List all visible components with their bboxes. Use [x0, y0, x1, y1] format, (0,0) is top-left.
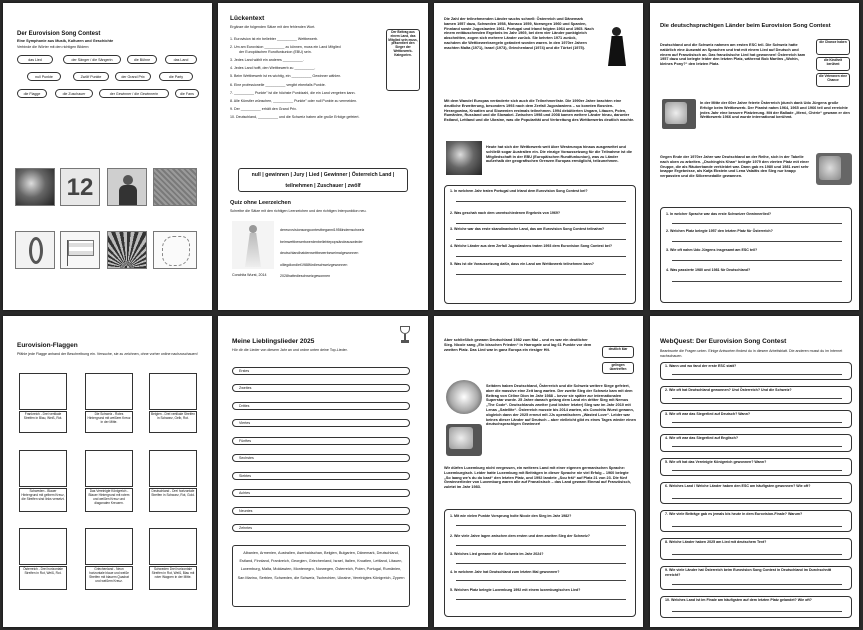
answer-line[interactable]: [672, 223, 842, 224]
question: 2. Welchen Platz belegte 1957 den letzten Platz für Österreich?: [666, 229, 773, 233]
sentence: 9. Der __________ erhält den Grand Prix.: [230, 107, 297, 112]
twelve-points-image: 12: [60, 168, 100, 206]
question: 1. Mit wie vielen Punkte Vorsprung holte Nicole den Sieg im Jahr 1982?: [450, 514, 572, 518]
photo-caption: Conchita Wurst, 2014: [232, 273, 267, 277]
flag-drawing-box[interactable]: [19, 373, 67, 410]
party-image: [107, 231, 147, 269]
question: 8. Welche Länder haben 2025 am Lied mit deutschem Text?: [665, 540, 767, 544]
worksheet-page-3[interactable]: [434, 3, 643, 310]
answer-line[interactable]: [456, 256, 626, 257]
question: 4. Was passierte 1980 und 1981 für Deutschland?: [666, 268, 751, 272]
scrambled-sentences: [280, 225, 420, 283]
flag-drawing-box[interactable]: [19, 450, 67, 487]
page-title: Der Eurovision Song Contest: [17, 31, 101, 37]
section-title: Quiz ohne Leerzeichen: [230, 200, 291, 206]
scrambled-line: dereurovisionsongcontestbeganni1956indemschweiz: [280, 228, 365, 232]
question: 2. Wie viele Jahre lagen zwischen dem ersten und dem zweiten Sieg der Schweiz?: [450, 534, 590, 538]
word-pill[interactable]: null Punkte: [27, 72, 61, 81]
answer-line[interactable]: [456, 545, 626, 546]
page-title: Lückentext: [230, 15, 265, 22]
scrambled-line: deutschlandhatdenwettbewerbzweimalgewonnen: [280, 251, 359, 255]
flag-caption: Griechenland - Neun horizontale blaue und weiße Streifen mit blauem Quadrat und weißem Kreuz.: [85, 566, 133, 590]
sentence: 2. Um am Eurovision __________ zu können, muss ein Land Mitglied: [230, 45, 341, 50]
page-subtitle: Eine Symphonie aus Musik, Kulturen und Geschichte: [17, 39, 114, 43]
word-pill[interactable]: der Grand Prix: [115, 72, 151, 81]
word-pill[interactable]: die Party: [159, 72, 193, 81]
country-list: Albanien, Armenien, Australien, Aserbaidschan, Belgien, Bulgarien, Dänemark, Deutschland, Estland, Finnland, Frankreich, Georgien, Griechenland, Israel, Italien, Kroatien, Lettland, Litauen, Luxemburg, Malta, Moldawien, Montenegro, Norwegen, Österreich, Polen, Portugal, Rumänien, San Marino, Serbien, Schweden, die Schweiz, Tschechien, Ukraine, Vereinigtes Königreich, Zypern: [232, 545, 410, 607]
flag-caption: Das Vereinigte Königreich - Blauer Hintergrund mit rotem und weißen Kreuz und diagonalen Kreuzen.: [85, 488, 133, 512]
flag-drawing-box[interactable]: [149, 528, 197, 565]
page-title: Die deutschsprachigen Länder beim Eurovision Song Contest: [660, 23, 831, 29]
answer-line[interactable]: [672, 554, 842, 555]
conchita-photo: [232, 221, 274, 269]
ranking-row[interactable]: Erstes: [232, 367, 410, 375]
worksheet-page-1[interactable]: [3, 3, 212, 310]
paragraph: In der Mitte der 60er Jahre feierte Österreich (durch dank Udo Jürgens große Erfolge beim Wettbewerb. Der Pianist nahm 1964, 1965 und 1966 teil und erreichte jedes Jahr eine bessere Platzierung. Mit der Ballade „Merci, Chérie“ gewann er den Wettbewerb 1966 und wurde international berühmt.: [700, 101, 850, 120]
sentence: 8. Alle Künstler wünschen, __________ Punkte" oder null Punkte zu vermeiden.: [230, 98, 358, 103]
paragraph: Aber schließlich gewann Deutschland 1982 zum Mal – und es war ein deutlicher Sieg. Nicole sang „Ein bisschen Frieden“ in Harrogate und lag 61 Punkte vor dem zweiten Platz. Das Lied war in ganz Europa ein riesiger Hit.: [444, 338, 592, 352]
scrambled-line: beimwettbewerbwerdenbeliebtepopsändeauswleder: [280, 239, 363, 244]
side-note: deutlich klar: [602, 346, 634, 358]
answer-line[interactable]: [672, 374, 842, 375]
answer-line[interactable]: [456, 599, 626, 600]
page-title: Eurovision-Flaggen: [17, 342, 78, 349]
word-pill[interactable]: die Fans: [175, 89, 199, 98]
question: 1. Wann und wo fand der erste ESC statt?: [665, 364, 737, 368]
question: 6. Welches Land / Welche Länder haben den ESC am häufigsten gewonnen? Wie oft?: [665, 484, 811, 488]
answer-line[interactable]: [456, 580, 626, 581]
word-bank: null | gewinnen | Jury | Lied | Gewinner | Österreich Land | teilnehmen | Zuschauer | zwölf: [238, 168, 408, 192]
instruction: Pfähle jede Flagge anhand der Beschreibung ein. Versuche, sie zu zeichnen, ohne vorher online nachzuschauen!: [17, 352, 198, 356]
answer-line[interactable]: [672, 526, 842, 527]
flag-drawing-box[interactable]: [149, 373, 197, 410]
question: 9. Wie viele Länder hat Österreich beim Eurovision Song Contest in Deutschland im Durchschnitt erreicht?: [665, 568, 832, 577]
ornament-image: [446, 380, 482, 414]
paragraph: Wir dürfen Luxemburg nicht vergessen, ein weiteres Land mit einer eigenen germanischen Sprache: Luxemburgisch. Leider hatte Luxemburg mit Beiträgen in dieser Sprache nie viel Erfolg – 1960 belegte „So laang we's du do bast“ den letzten Platz, und 1992 landete „Sou fräi“ auf Platz 21 von 23. Die fünf Gewinnerlieder von Luxemburg waren alle auf Französisch – das Land gewann Einmal auf Französisch, zuletzt im Jahr 1983.: [444, 466, 631, 490]
dancer-image: [598, 23, 636, 75]
answer-line[interactable]: [456, 563, 626, 564]
word-pill[interactable]: Zwölf Punkte: [73, 72, 109, 81]
flag-caption: Die Schweiz - Rotes Hintergrund mit weißem Kreuz in der Mitte.: [85, 411, 133, 433]
answer-line[interactable]: [456, 525, 626, 526]
map-image: [153, 231, 197, 269]
paragraph: Die Zahl der teilnehmenden Länder wuchs schnell: Österreich und Dänemark kamen 1957 dazu, Schweden 1958, Monaco 1959, Norwegen 1960 und Spanien, Finnland sowie Jugoslawien 1961. Portugal und Irland folgten 1964 und 1965. Nach einem enttäuschenden Ergebnis im Jahr 1969, bei dem vier Länder punktgleich abschnitten, zogen sich mehrere Länder zurück. Sie kehrten 1971 zurück, nachdem die Wettbewerbsregeln geändert worden waren. In den 1970er Jahren machten Malta (1971), Israel (1973), Griechenland (1974) und die Türkei (1975).: [444, 17, 594, 50]
sentence: 7. __________ Punkte" ist die höchste Punktzahl, die ein Land vergeben kann.: [230, 90, 356, 95]
question: 5. Welchen Platz belegte Luxemburg 1992 mit einem luxemburgischen Lied?: [450, 588, 581, 592]
ranking-row[interactable]: Siebtes: [232, 472, 410, 480]
stage-image: [15, 168, 55, 206]
worksheet-page-6[interactable]: [218, 316, 428, 627]
side-note: Der Beitrag aus einem Land, das Mitglied sein muss, präsentiert den Sieger der Wettbewerb-Kategorien.: [386, 29, 420, 91]
instruction: Ergänze die folgenden Sätze mit den fehlenden Wort.: [230, 25, 316, 29]
ranking-row[interactable]: Achtes: [232, 489, 410, 497]
sentence: 6. Eine professionelle __________ vergibt ebenfalls Punkte.: [230, 82, 326, 87]
flag-drawing-box[interactable]: [85, 373, 133, 410]
answer-line[interactable]: [672, 446, 842, 447]
instruction: Hör dir die Lieder von diesem Jahr an und ordne unten deine Top-Lieder.: [232, 348, 348, 352]
worksheet-page-2[interactable]: [218, 3, 428, 310]
question: 3. Welches Lied gewann für die Schweiz im Jahr 2024?: [450, 552, 544, 556]
flag-drawing-box[interactable]: [85, 528, 133, 565]
flag-drawing-box[interactable]: [149, 450, 197, 487]
answer-line[interactable]: [672, 498, 842, 499]
question: 10. Welches Land ist im Finale am häufigsten auf dem letzten Platz gelandet? Wie oft?: [665, 598, 812, 602]
answer-line[interactable]: [672, 584, 842, 585]
ranking-row[interactable]: Fünftes: [232, 437, 410, 445]
gap-sentences: [230, 37, 380, 120]
word-pill[interactable]: der Sänger / die Sängerin: [63, 55, 121, 64]
answer-line[interactable]: [672, 470, 842, 471]
question: 4. Welche Länder aus dem Zerfall Jugoslawiens traten 1993 dem Eurovision Song Contest bei?: [450, 244, 613, 248]
ranking-row[interactable]: Neuntes: [232, 507, 410, 515]
word-pill[interactable]: das Lied: [17, 55, 53, 64]
tv-set-image: [662, 99, 696, 129]
question: 4. Wie oft war das Siegerlied auf Englisch?: [665, 436, 739, 440]
questions-box: [660, 207, 852, 303]
answer-line[interactable]: [672, 398, 842, 399]
question: 1. In welcher Sprache war das erste Schweizer Gewinnerlied?: [666, 212, 772, 216]
question: 3. Welche war das erste skandinavische Land, das am Eurovision Song Contest teilnahm?: [450, 227, 605, 231]
tv-set-image: [446, 424, 482, 456]
side-note: die Kindheit berühmt: [816, 57, 850, 71]
answer-line[interactable]: [456, 274, 626, 275]
trophy-icon: [398, 326, 412, 346]
scrambled-line: olliegdiondiet1988fürdieschweizgewonnen: [280, 262, 348, 267]
tv-set-image: [816, 153, 852, 185]
section-instruction: Schreibe die Sätze mit den richtigen Leerzeichen und den richtigen Interpunktion neu.: [230, 209, 367, 213]
page-title: Meine Lieblingslieder 2025: [232, 338, 315, 345]
flag-caption: Österreich - Drei horizontale Streifen in Rot, Weiß, Rot.: [19, 566, 67, 590]
question: 7. Wie viele Beiträge gab es jemals bis heute in dem Eurovision-Finale? Warum?: [665, 512, 803, 516]
side-note: die Chance haben: [816, 39, 850, 55]
answer-line[interactable]: [456, 239, 626, 240]
answer-line[interactable]: [672, 611, 842, 612]
question: 3. Wie oft nahm Udo Jürgens insgesamt am ESC teil?: [666, 248, 758, 252]
word-pill[interactable]: die Flagge: [17, 89, 47, 98]
question: 5. Wie oft hat das Vereinigte Königreich gewonnen? Wann?: [665, 460, 767, 464]
paragraph: Mit dem Wandel Europas veränderte sich auch die Teilnehmerliste. Die 1990er Jahre brachten eine deutliche Erweiterung, besonders 1993 nach dem Zerfall Jugoslawiens – so konnten Bosnien-Herzegowina, Kroatien und Slowenien erstmals teilnehmen. 1994 debütierten Ungarn, Litauen, Polen, Rumänien, Russland und die Slowakei. Zwischen 1998 und 2008 kamen weitere Länder hinzu, darunter Estland, Lettland und die Ukraine, was die Popularität und Verbreitung des Wettbewerbs deutlich machte.: [444, 99, 635, 123]
flag-drawing-box[interactable]: [19, 528, 67, 565]
sentence: 5. Beim Wettbewerb ist es wichtig, ein __________ Gewinner wählen.: [230, 74, 342, 79]
worksheet-page-7[interactable]: [434, 316, 643, 627]
flag-caption: Frankreich - Drei vertikale Streifen in Blau, Weiß, Rot.: [19, 411, 67, 433]
question: 5. Was ist die Voraussetzung dafür, dass ein Land am Wettbewerb teilnehmen kann?: [450, 262, 594, 266]
instruction: Verbinde die Wörter mit den richtigen Bildern:: [17, 45, 90, 49]
ranking-row[interactable]: Zehntes: [232, 524, 410, 532]
flag-caption: Schweden Drei horizontale Streifen in Rot, Weiß, Blau mit roter Wappen in der Mitte.: [149, 566, 197, 590]
paragraph: Deutschland und die Schweiz nahmen am ersten ESC teil. Die Schweiz hatte natürlich eine Auswahl an Sprachen und trat mit einem Lied auf Deutsch und einem auf Französisch an. Das französische Lied hat gewonnen! Österreich kam 1957 dazu und belegte leider den letzten Platz, während Bob Martins „Wohin, kleines Pony?“ den letzten Platz.: [660, 43, 806, 67]
answer-line[interactable]: [672, 281, 842, 282]
side-note: die Veteranen eine Chance: [816, 73, 850, 87]
flag-caption: Deutschland - Drei horizontale Streifen in Schwarz, Rot, Gold.: [149, 488, 197, 512]
flag-caption: Schweden - Blauer Hintergrund mit gelbem Kreuz, die Streifen sind links versetzt.: [19, 488, 67, 512]
sentence: der Europäischen Rundfunkunion (EBU) sein.: [239, 49, 312, 54]
flag-drawing-box[interactable]: [85, 450, 133, 487]
paragraph: Gegen Ende der 1970er Jahre war Deutschland an der Reihe, sich in der Tabelle nach oben zu arbeiten. „Dschinghis Khan“ belegte 1979 den vierten Platz mit einer Gruppe, die als Räuberbande verkleidet war. Dann gab es 1980 und 1981 zwei sehr knappe Ergebnisse, als Katja Ebstein und Lena Valaitis den Sieg nur knapp verpassten und die Silbermedaille gewannen.: [660, 155, 809, 179]
side-note: gelingen übertreffen: [602, 362, 634, 374]
sentence: 4. Jedes Land hofft, den Wettbewerb zu __________.: [230, 66, 316, 71]
question: 3. Wie oft war das Siegerlied auf Deutsch? Wann?: [665, 412, 751, 416]
word-pill[interactable]: die Zuschauer: [55, 89, 93, 98]
worksheet-page-5[interactable]: [3, 316, 212, 627]
worksheet-page-8[interactable]: [650, 316, 859, 627]
question: 1. In welchem Jahr traten Portugal und Irland dem Eurovision Song Contest bei?: [450, 189, 588, 193]
answer-line[interactable]: [672, 241, 842, 242]
question: 2. Wie oft hat Deutschland gewonnen? Und Österreich? Und die Schweiz?: [665, 388, 792, 392]
sentence: 3. Jedes Land wählt ein anderes __________.: [230, 57, 304, 62]
crowd-image: [153, 168, 197, 206]
tv-camera-image: [446, 141, 482, 175]
answer-line[interactable]: [672, 422, 842, 423]
word-pill[interactable]: die Bühne: [127, 55, 157, 64]
worksheet-page-4[interactable]: [650, 3, 859, 310]
word-pill[interactable]: der Gewinner / die Gewinnerin: [99, 89, 169, 98]
answer-line[interactable]: [456, 201, 626, 202]
answer-line[interactable]: [456, 223, 626, 224]
zero-image: [15, 231, 55, 269]
word-pill[interactable]: das Land: [165, 55, 197, 64]
singer-image: [107, 168, 147, 206]
page-title: WebQuest: Der Eurovision Song Contest: [660, 338, 787, 345]
ranking-row[interactable]: Zweites: [232, 384, 410, 392]
instruction: Beantworte die Fragen unten. Einige Antworten findest du in diesem Arbeitsblatt. Die anderen musst du im Internet nachschauen.: [660, 349, 843, 358]
answer-line[interactable]: [672, 260, 842, 261]
sentence: 10. Deutschland, __________ und die Schweiz haben alle große Erfolge gefeiert.: [230, 115, 360, 120]
ranking-row[interactable]: Drittes: [232, 402, 410, 410]
sentence: 1. Eurovision ist ein beliebter __________ Wettbewerb.: [230, 37, 319, 41]
ranking-row[interactable]: Sechstes: [232, 454, 410, 462]
paragraph: Heute hat sich der Wettbewerb weit über Westeuropa hinaus ausgeweitet und schließt sogar Australien ein. Die einzige Voraussetzung für die Teilnahme ist die Mitgliedschaft in der EBU (Europäischen Rundfunkunion), was zu Länder außerhalb der geografischen Grenzen Europas ermöglicht, teilzunehmen.: [486, 145, 632, 164]
flag-image: [60, 231, 100, 269]
flag-caption: Belgien - Drei vertikale Streifen in Schwarz, Gelb, Rot.: [149, 411, 197, 433]
ranking-row[interactable]: Viertes: [232, 419, 410, 427]
paragraph: Seitdem haben Deutschland, Österreich und die Schweiz weitere Siege gefeiert, aber die massive eine Zeit lang warten. Der zweite Sieg der Schweiz kam mit dem Beitrag von Céline Dion im Jahr 1988 – bevor sie später zur internationalen Superstar wurde. 25 Jahre danach gelang dem Land ein dritter Sieg mit Nemos „The Code“. Deutschlands zweiter (und bisher letzter) Sieg war im Jahr 2010 mit Lenas „Satellite“. Österreich musste bis 2014 warten, als Conchita Wurst gewann, obgleich dann der 2025 erneut mit JJs operatischem „Wasted Love“. Leider war keines dieser Länder auf Deutsch – aber vielleicht gibt es eines Tages wieder einen deutschsprachigen Gewinner!: [486, 384, 636, 427]
question: 4. In welchem Jahr hat Deutschland zum letzten Mal gewonnen?: [450, 570, 560, 574]
question: 2. Was geschah nach dem unentschiedenen Ergebnis von 1969?: [450, 211, 561, 215]
scrambled-line: 2028hattedieschweizgewonnen: [280, 274, 331, 278]
